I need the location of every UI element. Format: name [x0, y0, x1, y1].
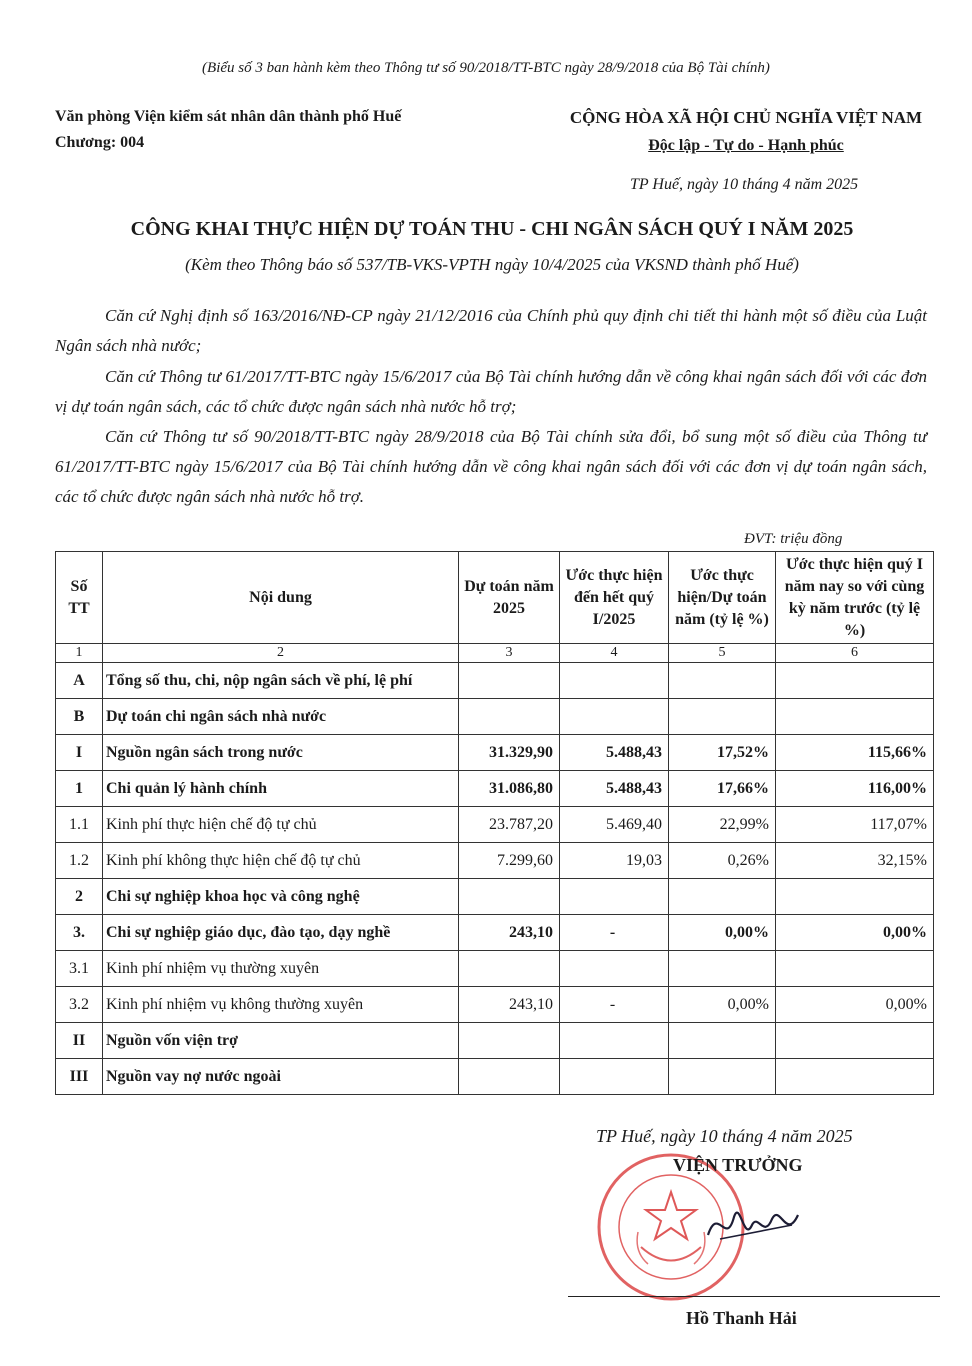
table-row	[56, 951, 934, 987]
row-content: Tổng số thu, chi, nộp ngân sách về phí, lệ phí	[103, 663, 459, 699]
row-pct-yoy	[776, 951, 934, 987]
nation-motto: Độc lập - Tự do - Hạnh phúc	[648, 137, 844, 154]
row-pct-plan: 0,00%	[669, 987, 776, 1023]
legal-basis-1: Căn cứ Nghị định số 163/2016/NĐ-CP ngày 21/12/2016 của Chính phủ quy định chi tiết thi hành một số điều của Luật Ngân sách nhà nước;	[55, 306, 927, 355]
header-note: (Biểu số 3 ban hành kèm theo Thông tư số 90/2018/TT-BTC ngày 28/9/2018 của Bộ Tài chính)	[202, 60, 770, 76]
row-pct-plan	[669, 951, 776, 987]
col-index: 1	[56, 644, 103, 663]
row-stt: 3.2	[56, 987, 103, 1023]
row-pct-yoy: 117,07%	[776, 807, 934, 843]
row-content: Nguồn vốn viện trợ	[103, 1023, 459, 1059]
signature-line	[568, 1296, 940, 1297]
table-row	[56, 1059, 934, 1095]
row-budget	[459, 1023, 560, 1059]
handwritten-signature-icon	[700, 1195, 810, 1255]
row-pct-plan: 0,26%	[669, 843, 776, 879]
row-pct-yoy	[776, 879, 934, 915]
row-content: Kinh phí không thực hiện chế độ tự chủ	[103, 843, 459, 879]
col-header-budget: Dự toán năm 2025	[459, 552, 560, 644]
row-q1	[560, 1059, 669, 1095]
row-content: Kinh phí nhiệm vụ thường xuyên	[103, 951, 459, 987]
row-q1	[560, 663, 669, 699]
row-stt: III	[56, 1059, 103, 1095]
row-pct-yoy: 0,00%	[776, 987, 934, 1023]
table-row	[56, 771, 934, 807]
row-budget: 31.086,80	[459, 771, 560, 807]
row-content: Dự toán chi ngân sách nhà nước	[103, 699, 459, 735]
row-q1: 5.488,43	[560, 771, 669, 807]
row-budget	[459, 879, 560, 915]
row-content: Kinh phí thực hiện chế độ tự chủ	[103, 807, 459, 843]
row-q1: 19,03	[560, 843, 669, 879]
nation-name: CỘNG HÒA XÃ HỘI CHỦ NGHĨA VIỆT NAM	[569, 108, 923, 127]
row-budget	[459, 663, 560, 699]
row-pct-yoy: 32,15%	[776, 843, 934, 879]
row-budget	[459, 699, 560, 735]
row-budget: 23.787,20	[459, 807, 560, 843]
table-row	[56, 843, 934, 879]
row-stt: 1	[56, 771, 103, 807]
col-header-pct-yoy: Ước thực hiện quý I năm nay so với cùng kỳ năm trước (tỷ lệ %)	[776, 552, 934, 644]
col-index: 2	[103, 644, 459, 663]
col-header-pct-plan: Ước thực hiện/Dự toán năm (tỷ lệ %)	[669, 552, 776, 644]
col-index: 5	[669, 644, 776, 663]
row-budget: 31.329,90	[459, 735, 560, 771]
column-index-row	[56, 644, 934, 663]
row-budget	[459, 1059, 560, 1095]
place-date: TP Huế, ngày 10 tháng 4 năm 2025	[630, 176, 859, 193]
col-index: 3	[459, 644, 560, 663]
signature-title: VIỆN TRƯỞNG	[673, 1155, 803, 1175]
row-content: Nguồn vay nợ nước ngoài	[103, 1059, 459, 1095]
table-header-row	[56, 552, 934, 644]
legal-basis-2: Căn cứ Thông tư 61/2017/TT-BTC ngày 15/6/2017 của Bộ Tài chính hướng dẫn về công khai ngân sách đối với các đơn vị dự toán ngân sách, các tổ chức được ngân sách nhà nước hỗ trợ;	[55, 367, 927, 416]
row-stt: 2	[56, 879, 103, 915]
row-q1	[560, 879, 669, 915]
row-pct-plan: 17,52%	[669, 735, 776, 771]
col-header-stt: Số TT	[56, 552, 103, 644]
row-pct-plan: 22,99%	[669, 807, 776, 843]
row-q1	[560, 1023, 669, 1059]
col-index: 4	[560, 644, 669, 663]
row-pct-yoy: 116,00%	[776, 771, 934, 807]
row-pct-yoy: 0,00%	[776, 915, 934, 951]
legal-basis-3: Căn cứ Thông tư số 90/2018/TT-BTC ngày 28/9/2018 của Bộ Tài chính sửa đổi, bổ sung một số điều của Thông tư 61/2017/TT-BTC ngày 15/6/2017 của Bộ Tài chính hướng dẫn về công khai ngân sách đối với các đơn vị dự toán ngân sách, các tổ chức được ngân sách nhà nước hỗ trợ.	[55, 427, 927, 506]
row-stt: 3.1	[56, 951, 103, 987]
row-pct-yoy	[776, 699, 934, 735]
row-pct-plan	[669, 699, 776, 735]
row-content: Kinh phí nhiệm vụ không thường xuyên	[103, 987, 459, 1023]
col-header-content: Nội dung	[103, 552, 459, 644]
table-row	[56, 879, 934, 915]
signature-place-date: TP Huế, ngày 10 tháng 4 năm 2025	[596, 1126, 853, 1146]
row-q1	[560, 951, 669, 987]
agency-chapter: Chương: 004	[55, 134, 145, 151]
agency-name: Văn phòng Viện kiểm sát nhân dân thành phố Huế	[55, 108, 402, 125]
row-stt: B	[56, 699, 103, 735]
row-pct-yoy	[776, 1023, 934, 1059]
row-budget	[459, 951, 560, 987]
row-content: Chi sự nghiệp khoa học và công nghệ	[103, 879, 459, 915]
row-pct-plan	[669, 879, 776, 915]
row-q1: 5.488,43	[560, 735, 669, 771]
row-content: Chi quản lý hành chính	[103, 771, 459, 807]
agency-block	[55, 104, 401, 156]
row-budget: 243,10	[459, 987, 560, 1023]
table-row	[56, 1023, 934, 1059]
document-subtitle: (Kèm theo Thông báo số 537/TB-VKS-VPTH ngày 10/4/2025 của VKSND thành phố Huế)	[185, 255, 799, 274]
table-row	[56, 987, 934, 1023]
table-row	[56, 915, 934, 951]
unit-label: ĐVT: triệu đồng	[744, 531, 843, 547]
row-pct-yoy	[776, 663, 934, 699]
table-row	[56, 699, 934, 735]
nation-block	[546, 104, 946, 160]
table-row	[56, 735, 934, 771]
row-q1	[560, 699, 669, 735]
row-stt: A	[56, 663, 103, 699]
row-pct-yoy	[776, 1059, 934, 1095]
row-stt: II	[56, 1023, 103, 1059]
row-stt: 1.2	[56, 843, 103, 879]
row-q1: -	[560, 915, 669, 951]
table-row	[56, 807, 934, 843]
table-row	[56, 663, 934, 699]
row-content: Nguồn ngân sách trong nước	[103, 735, 459, 771]
row-q1: 5.469,40	[560, 807, 669, 843]
row-pct-plan: 17,66%	[669, 771, 776, 807]
row-budget: 7.299,60	[459, 843, 560, 879]
row-stt: I	[56, 735, 103, 771]
row-pct-plan	[669, 663, 776, 699]
row-budget: 243,10	[459, 915, 560, 951]
row-pct-plan	[669, 1023, 776, 1059]
signer-name: Hồ Thanh Hải	[686, 1308, 797, 1328]
row-stt: 1.1	[56, 807, 103, 843]
row-content: Chi sự nghiệp giáo dục, đào tạo, dạy nghề	[103, 915, 459, 951]
row-q1: -	[560, 987, 669, 1023]
budget-table	[55, 551, 934, 1095]
row-pct-plan: 0,00%	[669, 915, 776, 951]
row-pct-plan	[669, 1059, 776, 1095]
row-pct-yoy: 115,66%	[776, 735, 934, 771]
row-stt: 3.	[56, 915, 103, 951]
document-title: CÔNG KHAI THỰC HIỆN DỰ TOÁN THU - CHI NGÂN SÁCH QUÝ I NĂM 2025	[130, 218, 854, 240]
col-index: 6	[776, 644, 934, 663]
col-header-q1: Ước thực hiện đến hết quý I/2025	[560, 552, 669, 644]
